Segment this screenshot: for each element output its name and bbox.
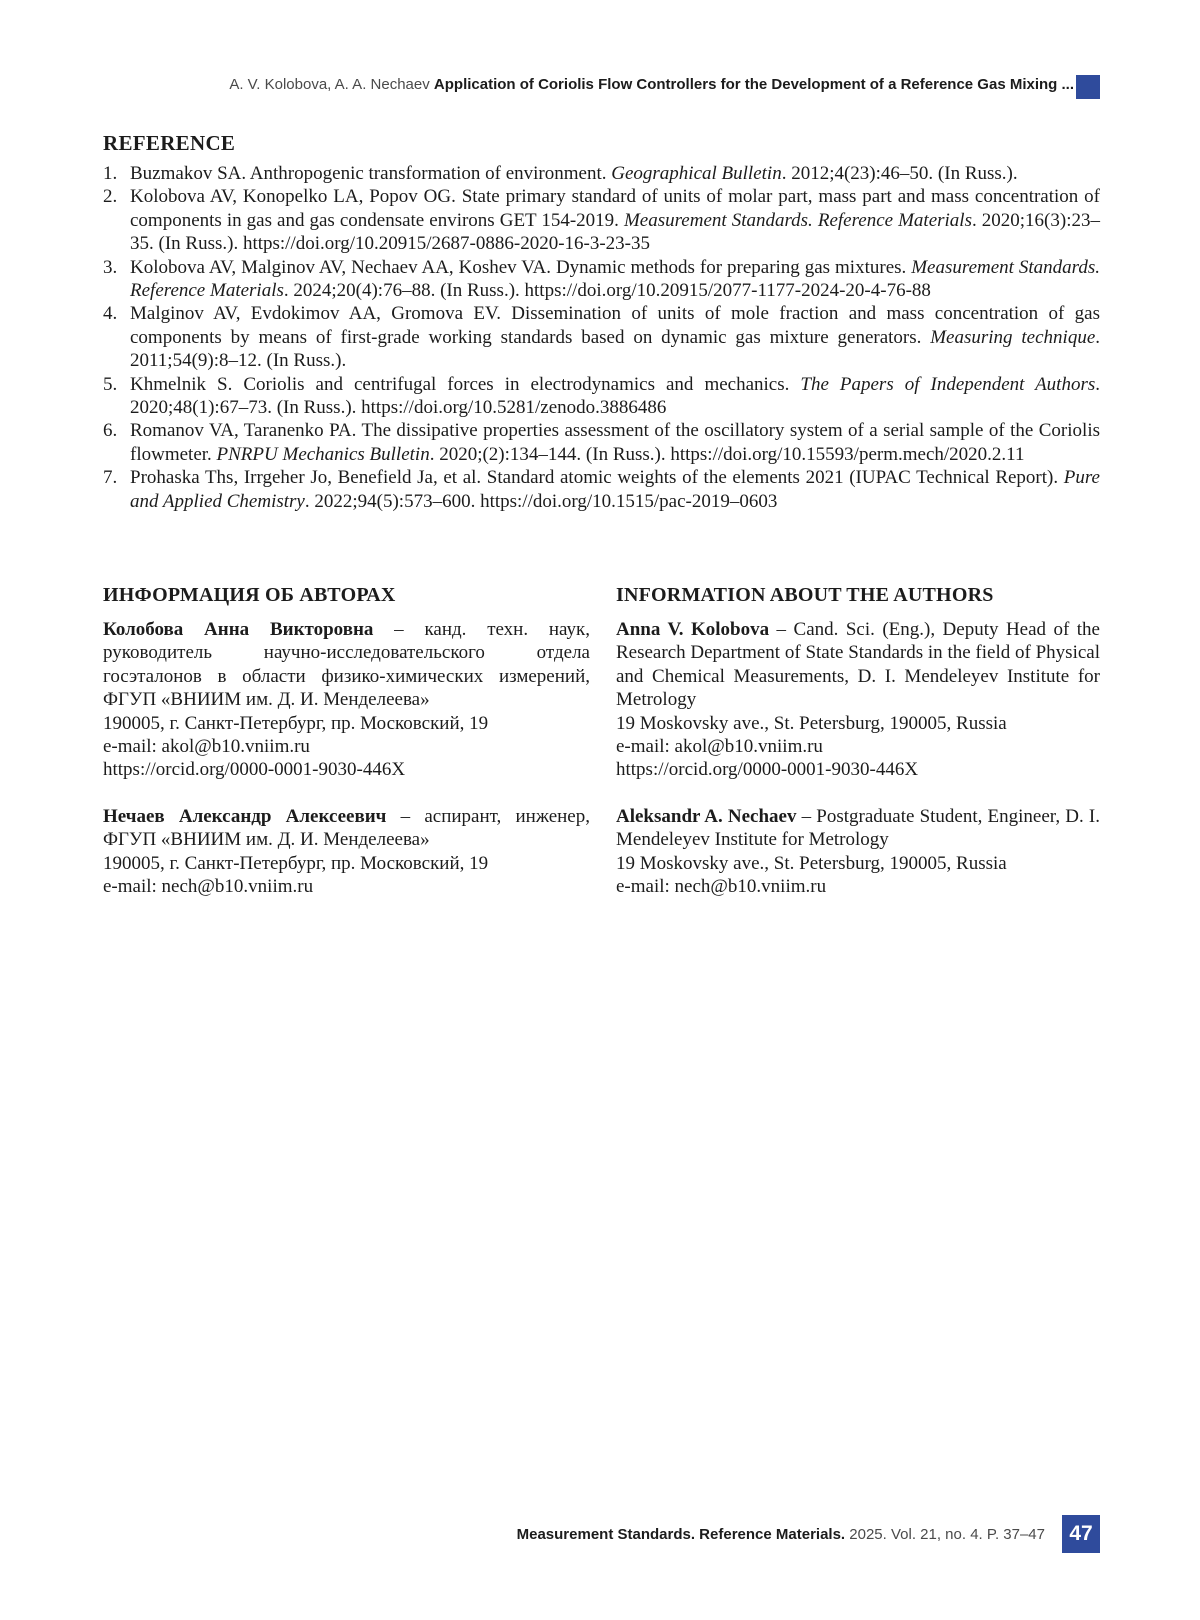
author-position: – Postgraduate Student, Engineer, D. I. Mendeleyev Institute for Metrology bbox=[616, 805, 1100, 851]
reference-text: Malginov AV, Evdokimov AA, Gromova EV. Dissemination of units of mole fraction and mass concentration of gas components by means of first-grade working standards based on dynamic gas mixture generators. bbox=[130, 303, 1100, 348]
author-bio bbox=[616, 805, 1100, 852]
author-position: – аспирант, инженер, ФГУП «ВНИИМ им. Д. И. Менделеева» bbox=[103, 805, 590, 851]
reference-number: 1. bbox=[103, 163, 118, 184]
authors-heading-en: INFORMATION ABOUT THE AUTHORS bbox=[616, 584, 994, 606]
header-accent-square bbox=[1076, 75, 1100, 99]
author-card bbox=[103, 618, 590, 782]
author-email: e-mail: akol@b10.vniim.ru bbox=[616, 736, 823, 758]
reference-number: 7. bbox=[103, 467, 118, 489]
author-email: e-mail: nech@b10.vniim.ru bbox=[616, 876, 827, 898]
reference-number: 4. bbox=[103, 303, 118, 325]
author-email: e-mail: akol@b10.vniim.ru bbox=[103, 736, 310, 758]
reference-item bbox=[103, 162, 1100, 185]
footer-journal-title: Measurement Standards. Reference Materials. bbox=[516, 1526, 846, 1543]
reference-details: . 2020;48(1):67–73. (In Russ.). https://doi.org/10.5281/zenodo.3886486 bbox=[130, 373, 1101, 419]
reference-number: 6. bbox=[103, 420, 118, 442]
reference-journal: Measurement Standards. Reference Materials bbox=[130, 256, 1101, 302]
reference-details: . 2012;4(23):46–50. (In Russ.). bbox=[781, 163, 1018, 184]
author-address: 190005, г. Санкт-Петербург, пр. Московский, 19 bbox=[103, 852, 489, 874]
header-authors: A. V. Kolobova, A. A. Nechaev bbox=[229, 76, 430, 93]
reference-details: . 2011;54(9):8–12. (In Russ.). bbox=[130, 326, 1101, 372]
reference-text: Romanov VA, Taranenko PA. The dissipative properties assessment of the oscillatory system of a serial sample of the Coriolis flowmeter. bbox=[130, 420, 1100, 465]
page-footer bbox=[0, 1526, 1045, 1543]
reference-text: Kolobova AV, Malginov AV, Nechaev AA, Koshev VA. Dynamic methods for preparing gas mixtures. bbox=[130, 256, 912, 278]
author-bio bbox=[103, 618, 590, 712]
authors-info-ru bbox=[103, 582, 590, 898]
references-heading: REFERENCE bbox=[103, 131, 236, 155]
author-address: 19 Moskovsky ave., St. Petersburg, 190005, Russia bbox=[616, 852, 1007, 874]
reference-item bbox=[103, 185, 1100, 255]
footer-issue-info: 2025. Vol. 21, no. 4. P. 37–47 bbox=[849, 1526, 1045, 1543]
reference-item bbox=[103, 256, 1100, 303]
author-bio bbox=[616, 618, 1100, 712]
running-header bbox=[0, 76, 1074, 93]
author-position: – канд. техн. наук, руководитель научно-исследовательского отдела госэталонов в области физико-химических измерений, ФГУП «ВНИИМ им. Д. И. Менделеева» bbox=[103, 619, 590, 711]
reference-item bbox=[103, 419, 1100, 466]
reference-number: 5. bbox=[103, 373, 118, 395]
reference-journal: Measurement Standards. Reference Materials bbox=[623, 209, 972, 231]
author-orcid: https://orcid.org/0000-0001-9030-446X bbox=[616, 759, 919, 781]
reference-journal: Geographical Bulletin bbox=[611, 163, 782, 184]
author-card bbox=[616, 618, 1100, 782]
reference-journal: The Papers of Independent Authors bbox=[800, 373, 1096, 395]
author-bio bbox=[103, 805, 590, 852]
author-name: Колобова Анна Викторовна bbox=[103, 619, 374, 640]
reference-text: Prohaska Ths, Irrgeher Jo, Benefield Ja, et al. Standard atomic weights of the elements 2021 (IUPAC Technical Report). bbox=[130, 467, 1064, 489]
reference-text: Buzmakov SA. Anthropogenic transformation of environment. bbox=[130, 163, 612, 184]
reference-item bbox=[103, 373, 1100, 420]
reference-list bbox=[103, 162, 1100, 513]
page-number: 47 bbox=[1062, 1515, 1100, 1553]
reference-item bbox=[103, 302, 1100, 372]
reference-text: Kolobova AV, Konopelko LA, Popov OG. State primary standard of units of molar part, mass part and mass concentration of components in gas and gas condensate environs GET 154-2019. bbox=[130, 186, 1100, 231]
author-email: e-mail: nech@b10.vniim.ru bbox=[103, 876, 314, 898]
reference-number: 2. bbox=[103, 186, 118, 208]
author-card bbox=[616, 805, 1100, 899]
authors-info-en bbox=[616, 582, 1100, 898]
authors-heading-ru: ИНФОРМАЦИЯ ОБ АВТОРАХ bbox=[103, 584, 396, 606]
reference-details: . 2022;94(5):573–600. https://doi.org/10.1515/pac-2019–0603 bbox=[304, 490, 778, 512]
header-article-title: Application of Coriolis Flow Controllers for the Development of a Reference Gas Mixing ... bbox=[433, 76, 1074, 93]
reference-item bbox=[103, 466, 1100, 513]
reference-details: . 2024;20(4):76–88. (In Russ.). https://doi.org/10.20915/2077-1177-2024-20-4-76-88 bbox=[283, 280, 931, 302]
reference-journal: PNRPU Mechanics Bulletin bbox=[216, 443, 430, 465]
reference-journal: Measuring technique bbox=[930, 326, 1096, 348]
author-name: Нечаев Александр Алексеевич bbox=[103, 805, 387, 827]
author-name: Anna V. Kolobova bbox=[616, 619, 770, 640]
author-address: 19 Moskovsky ave., St. Petersburg, 190005, Russia bbox=[616, 712, 1007, 734]
author-orcid: https://orcid.org/0000-0001-9030-446X bbox=[103, 759, 406, 781]
reference-text: Khmelnik S. Coriolis and centrifugal forces in electrodynamics and mechanics. bbox=[130, 373, 801, 395]
reference-number: 3. bbox=[103, 256, 118, 278]
author-position: – Cand. Sci. (Eng.), Deputy Head of the Research Department of State Standards in the field of Physical and Chemical Measurements, D. I. Mendeleyev Institute for Metrology bbox=[616, 619, 1100, 711]
reference-details: . 2020;16(3):23–35. (In Russ.). https://doi.org/10.20915/2687-0886-2020-16-3-23-35 bbox=[130, 209, 1100, 255]
author-address: 190005, г. Санкт-Петербург, пр. Московский, 19 bbox=[103, 712, 489, 734]
reference-journal: Pure and Applied Chemistry bbox=[130, 467, 1100, 512]
author-name: Aleksandr A. Nechaev bbox=[616, 805, 797, 827]
author-card bbox=[103, 805, 590, 899]
reference-details: . 2020;(2):134–144. (In Russ.). https://doi.org/10.15593/perm.mech/2020.2.11 bbox=[429, 443, 1025, 465]
